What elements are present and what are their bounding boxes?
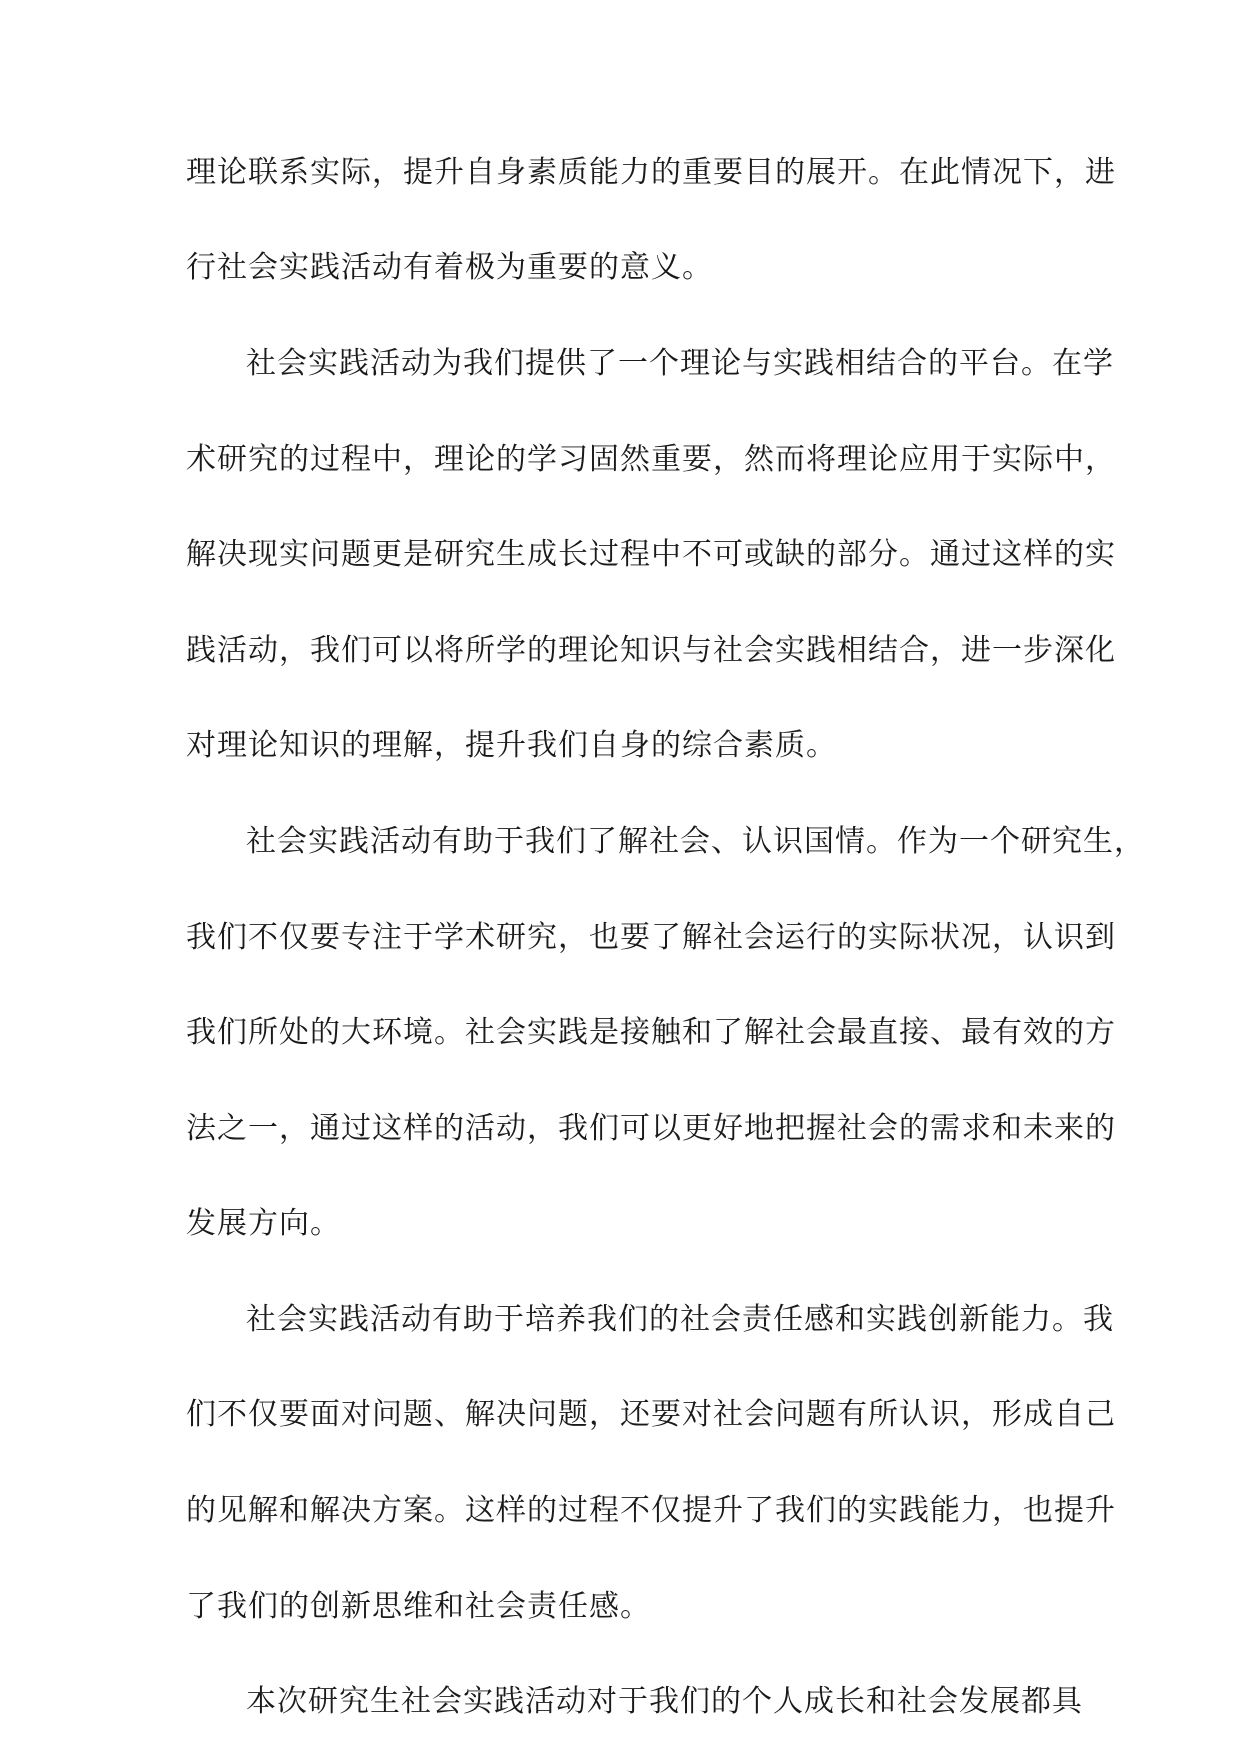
text-line: 解决现实问题更是研究生成长过程中不可或缺的部分。通过这样的实 [186, 537, 1116, 572]
text-line: 的见解和解决方案。这样的过程不仅提升了我们的实践能力，也提升 [186, 1493, 1116, 1528]
text-line: 法之一，通过这样的活动，我们可以更好地把握社会的需求和未来的 [186, 1111, 1116, 1146]
text-line: 我们所处的大环境。社会实践是接触和了解社会最直接、最有效的方 [186, 1015, 1116, 1050]
paragraph-first-line: 社会实践活动有助于培养我们的社会责任感和实践创新能力。我 [246, 1302, 1114, 1337]
text-line: 践活动，我们可以将所学的理论知识与社会实践相结合，进一步深化 [186, 633, 1116, 668]
text-line: 术研究的过程中，理论的学习固然重要，然而将理论应用于实际中， [186, 442, 1116, 477]
text-line: 发展方向。 [186, 1206, 341, 1241]
text-line: 们不仅要面对问题、解决问题，还要对社会问题有所认识，形成自己 [186, 1397, 1116, 1432]
paragraph-first-line: 社会实践活动为我们提供了一个理论与实践相结合的平台。在学 [246, 346, 1114, 381]
text-line: 了我们的创新思维和社会责任感。 [186, 1589, 651, 1624]
text-line: 行社会实践活动有着极为重要的意义。 [186, 250, 713, 285]
paragraph-first-line: 本次研究生社会实践活动对于我们的个人成长和社会发展都具 [246, 1684, 1083, 1719]
text-line: 我们不仅要专注于学术研究，也要了解社会运行的实际状况，认识到 [186, 920, 1116, 955]
text-line: 对理论知识的理解，提升我们自身的综合素质。 [186, 728, 837, 763]
text-line: 理论联系实际，提升自身素质能力的重要目的展开。在此情况下，进 [186, 155, 1116, 190]
paragraph-first-line: 社会实践活动有助于我们了解社会、认识国情。作为一个研究生， [246, 824, 1145, 859]
